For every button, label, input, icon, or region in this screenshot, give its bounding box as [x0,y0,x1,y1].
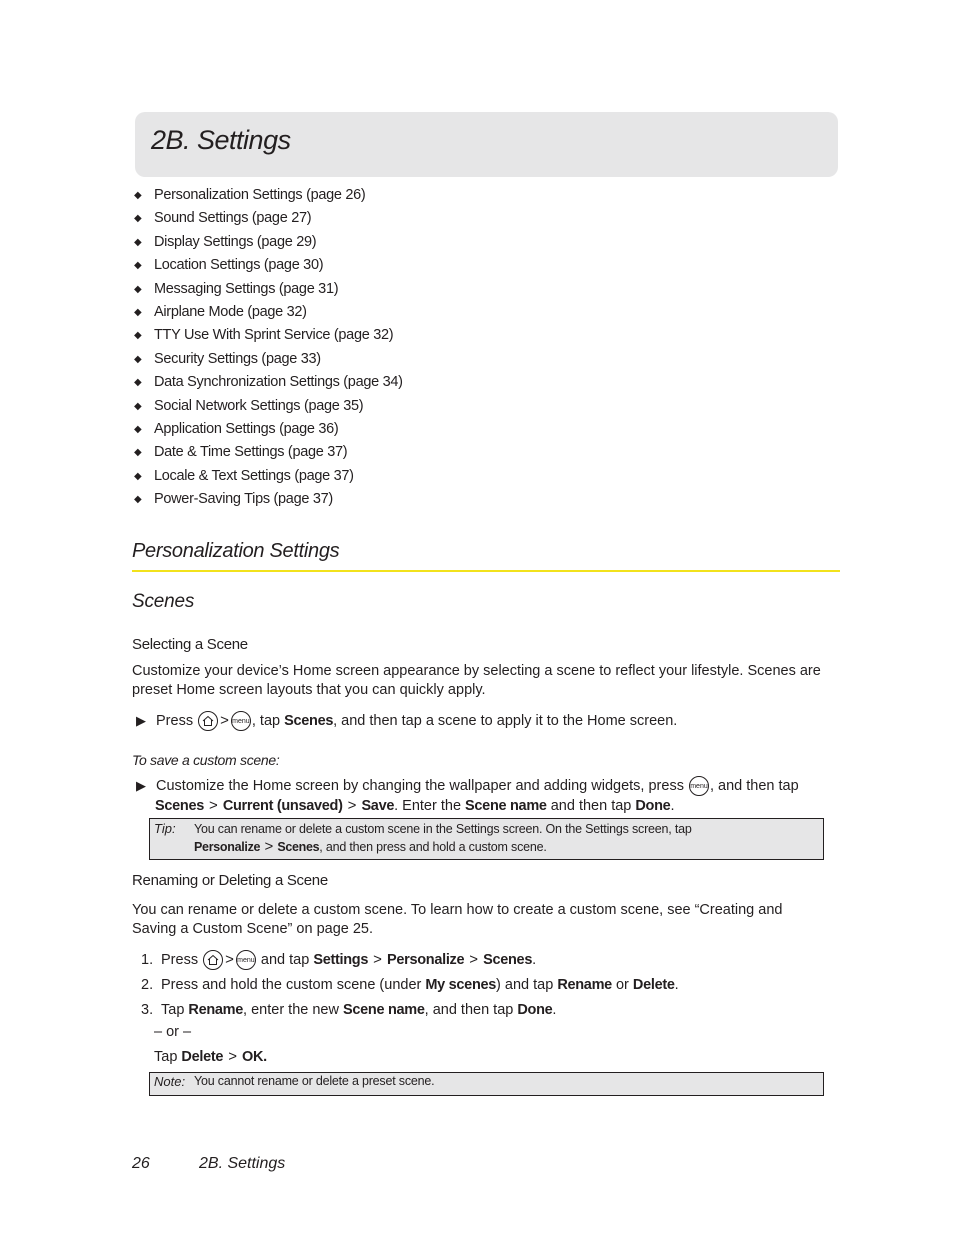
toc-item[interactable]: ◆ Social Network Settings (page 35) [134,395,403,418]
diamond-bullet-icon: ◆ [134,260,142,272]
diamond-bullet-icon: ◆ [134,236,142,248]
diamond-bullet-icon: ◆ [134,283,142,295]
diamond-bullet-icon: ◆ [134,447,142,459]
delete-step: Tap Delete > OK. [154,1048,267,1065]
tip-box [149,818,824,860]
chapter-title: 2B. Settings [151,125,291,155]
home-key-icon [198,711,218,731]
toc-item[interactable]: ◆ Location Settings (page 30) [134,254,403,277]
toc-item[interactable]: ◆ Application Settings (page 36) [134,418,403,441]
tip-label: Tip: [154,821,176,836]
page-number: 26 [132,1155,150,1172]
menu-key-icon: menu [689,776,709,796]
diamond-bullet-icon: ◆ [134,353,142,365]
renaming-scene-heading: Renaming or Deleting a Scene [132,872,328,889]
step-arrow-icon: ▶ [136,712,146,728]
toc-item[interactable]: ◆ Personalization Settings (page 26) [134,184,403,207]
diamond-bullet-icon: ◆ [134,377,142,389]
toc-item[interactable]: ◆ Sound Settings (page 27) [134,207,403,230]
home-key-icon [203,950,223,970]
toc-item[interactable]: ◆ Data Synchronization Settings (page 34) [134,371,403,394]
diamond-bullet-icon: ◆ [134,330,142,342]
subsection-heading: Scenes [132,591,195,612]
save-scene-step: ▶ Customize the Home screen by changing the wallpaper and adding widgets, press menu , and then tap Scenes > Current (unsaved) > Save. Enter the Scene name and then tap Done. [136,777,799,814]
toc-item[interactable]: ◆ Display Settings (page 29) [134,231,403,254]
save-custom-scene-heading: To save a custom scene: [132,752,280,768]
toc-item[interactable]: ◆ TTY Use With Sprint Service (page 32) [134,324,403,347]
toc-item[interactable]: ◆ Airplane Mode (page 32) [134,301,403,324]
toc-item[interactable]: ◆ Date & Time Settings (page 37) [134,441,403,464]
note-text: You cannot rename or delete a preset scene. [194,1074,435,1088]
chapter-banner [135,112,838,177]
toc-item[interactable]: ◆ Messaging Settings (page 31) [134,278,403,301]
rename-step-3: 3. Tap Rename, enter the new Scene name, and then tap Done. [141,1002,557,1018]
note-box [149,1072,824,1096]
section-heading: Personalization Settings [132,540,340,562]
selecting-scene-heading: Selecting a Scene [132,636,248,653]
toc-item[interactable]: ◆ Power-Saving Tips (page 37) [134,488,403,511]
diamond-bullet-icon: ◆ [134,494,142,506]
tip-text: You can rename or delete a custom scene in the Settings screen. On the Settings screen, tap Personalize > Scenes, and then press and hold a custom scene. [194,822,692,855]
select-scene-step: ▶ Press > menu , tap Scenes, and then tap a scene to apply it to the Home screen. [136,711,677,731]
diamond-bullet-icon: ◆ [134,306,142,318]
toc-item[interactable]: ◆ Security Settings (page 33) [134,348,403,371]
section-divider [132,570,840,572]
diamond-bullet-icon: ◆ [134,423,142,435]
diamond-bullet-icon: ◆ [134,400,142,412]
diamond-bullet-icon: ◆ [134,190,142,201]
diamond-bullet-icon: ◆ [134,213,142,225]
diamond-bullet-icon: ◆ [134,470,142,482]
step-arrow-icon: ▶ [136,777,146,793]
rename-step-1: 1. Press > menu and tap Settings > Personalize > Scenes. [141,950,536,970]
note-label: Note: [154,1074,186,1089]
toc-list [134,184,403,511]
footer-chapter: 2B. Settings [199,1155,286,1172]
menu-key-icon: menu [236,950,256,970]
or-divider: – or – [154,1024,192,1040]
menu-key-icon: menu [231,711,251,731]
rename-step-2: 2. Press and hold the custom scene (under My scenes) and tap Rename or Delete. [141,977,679,993]
toc-item[interactable]: ◆ Locale & Text Settings (page 37) [134,465,403,488]
selecting-scene-intro: Customize your device’s Home screen appearance by selecting a scene to reflect your lifestyle. Scenes are preset Home screen layouts that you can quickly apply. [132,663,821,698]
renaming-scene-intro: You can rename or delete a custom scene. To learn how to create a custom scene, see “Creating and Saving a Custom Scene” on page 25. [132,902,783,937]
